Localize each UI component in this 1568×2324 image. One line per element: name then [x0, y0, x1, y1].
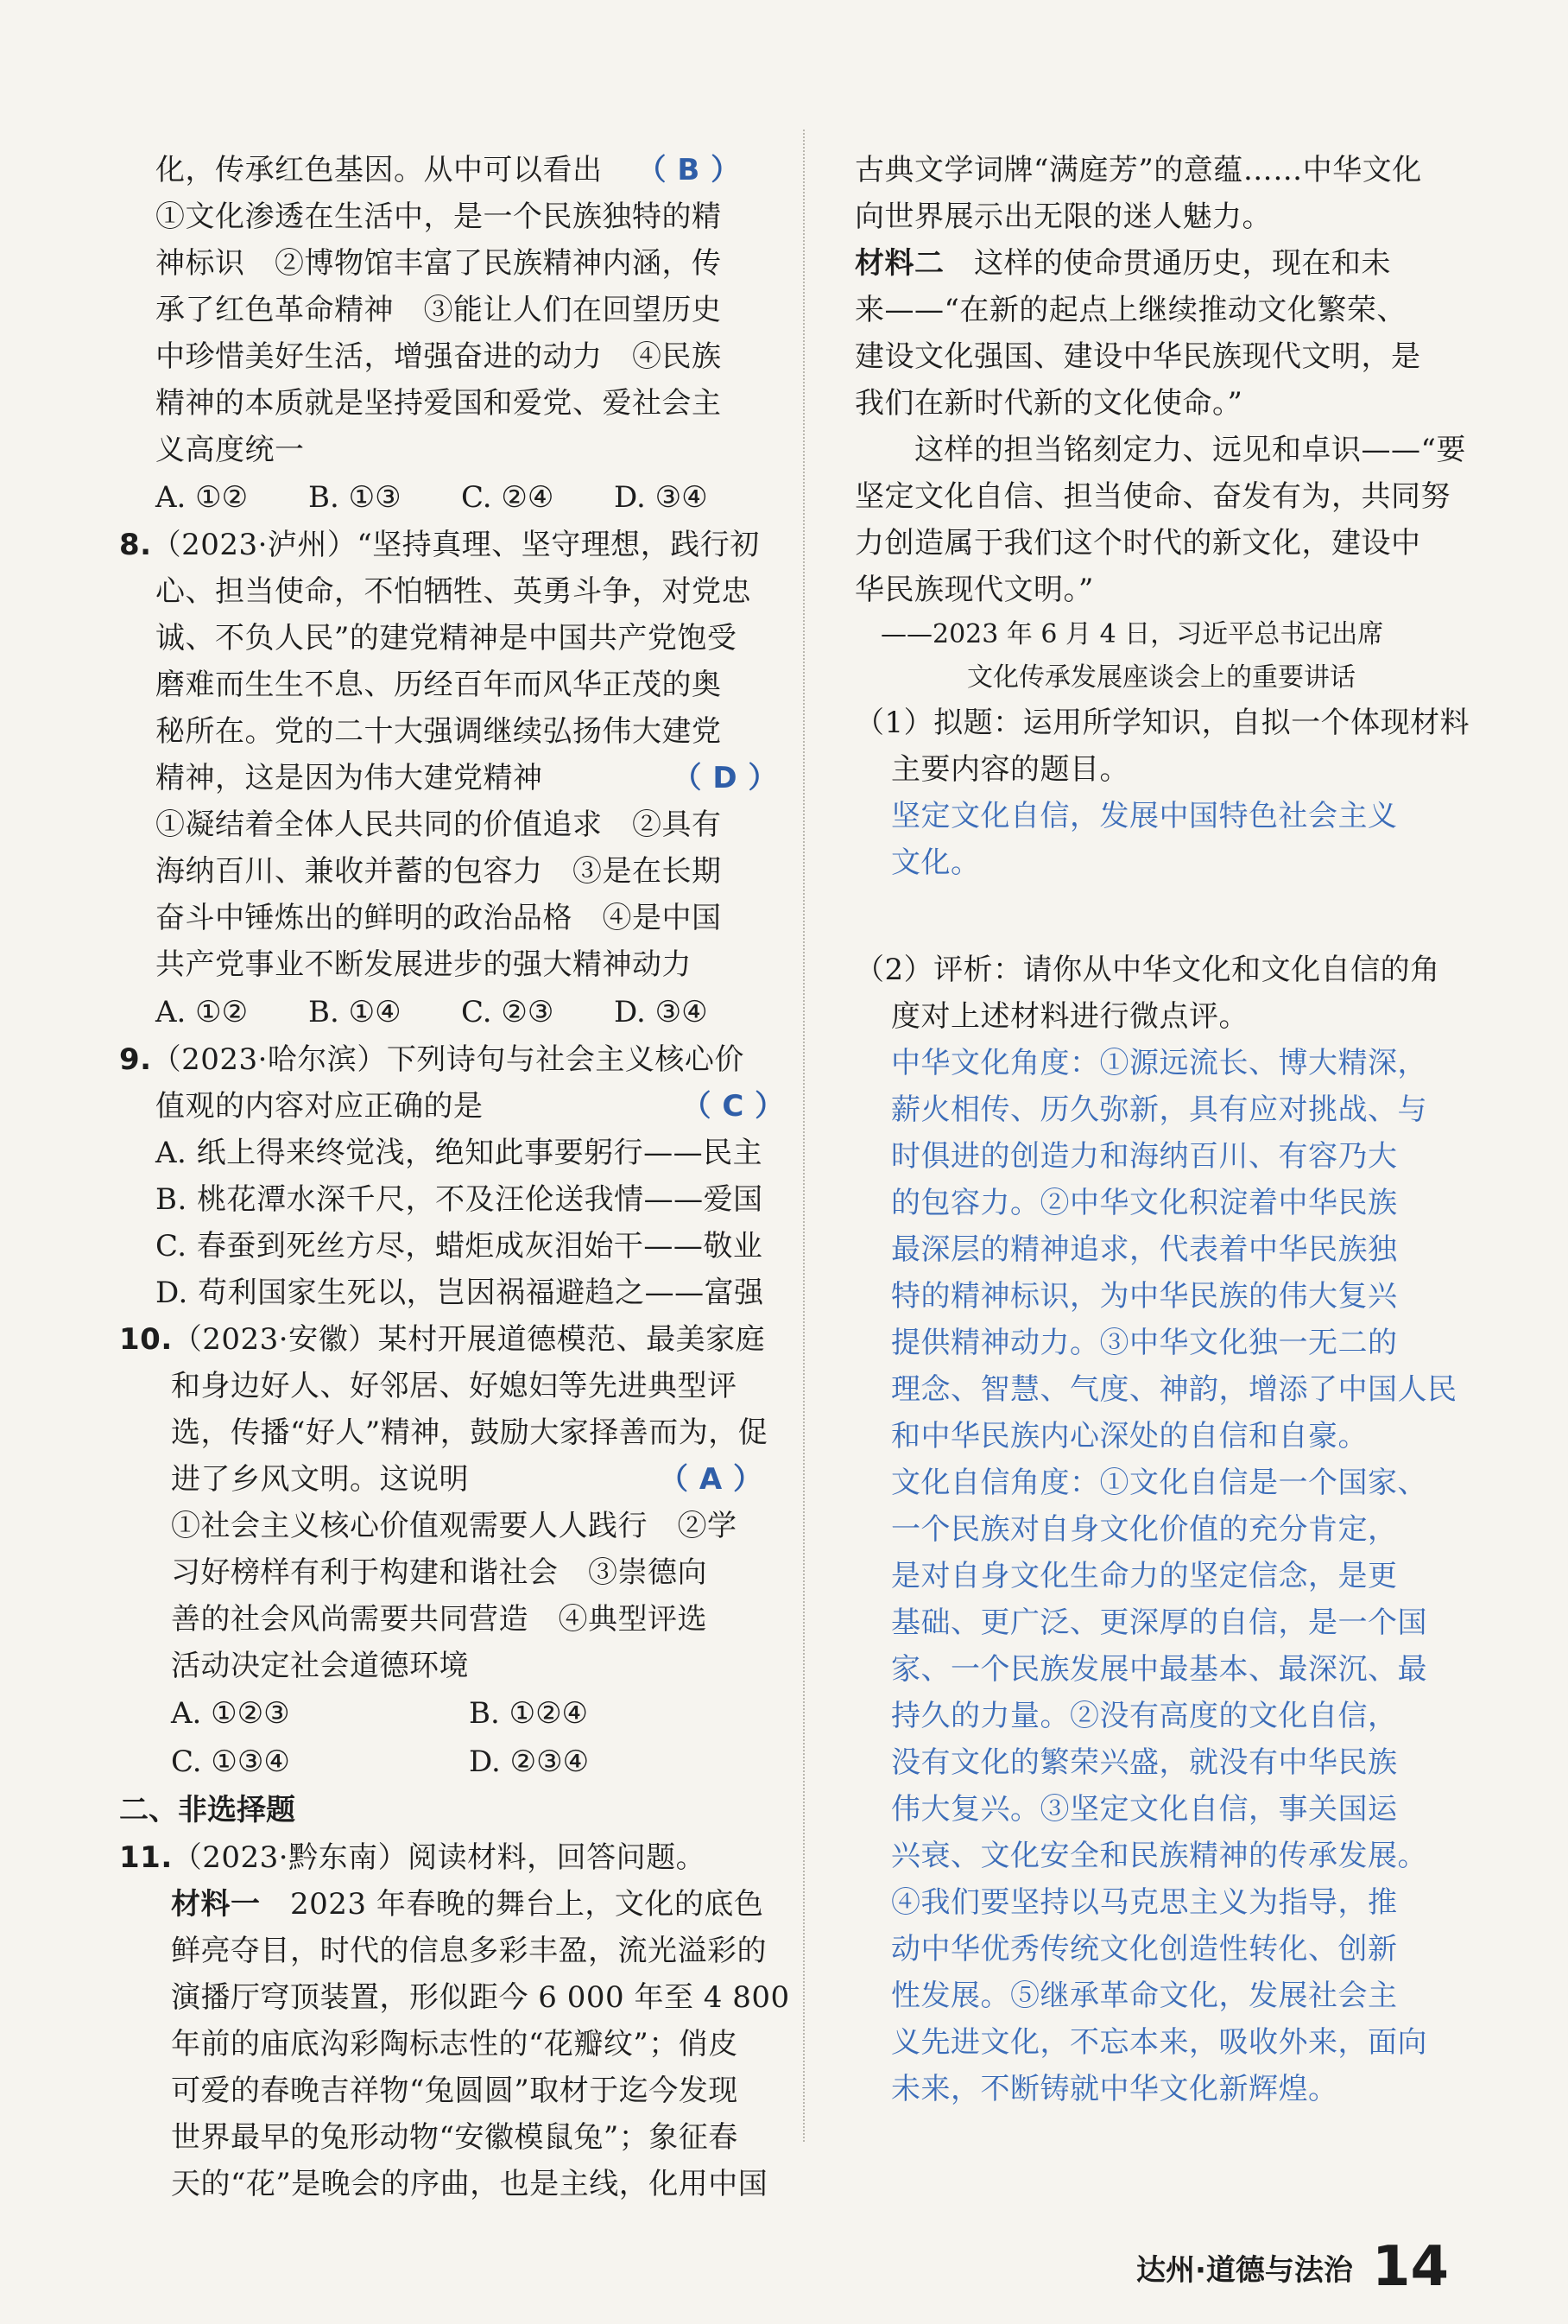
material-2-line: 力创造属于我们这个时代的新文化，建设中	[855, 526, 1421, 560]
q10-line: 和身边好人、好邻居、好媳妇等先进典型评	[171, 1369, 737, 1403]
subquestion-1: 主要内容的题目。	[891, 752, 1129, 787]
material-1-line: 可爱的春晚吉祥物“兔圆圆”取材于迄今发现	[171, 2074, 738, 2108]
q9-text: （2023·哈尔滨）下列诗句与社会主义核心价	[151, 1042, 744, 1077]
section-heading: 二、非选择题	[119, 1793, 295, 1827]
question-8	[119, 522, 778, 1036]
q10-line: 进了乡风文明。这说明 （ A ）	[171, 1462, 763, 1497]
book-title: 达州·道德与法治	[1136, 2252, 1353, 2288]
q10-text: （2023·安徽）某村开展道德模范、最美家庭	[172, 1322, 766, 1357]
material-2-line: 华民族现代文明。”	[855, 573, 1094, 607]
q9-line: 值观的内容对应正确的是 （ C ）	[155, 1089, 785, 1124]
option: C. ①③④	[171, 1745, 290, 1779]
q8-statement: 奋斗中锤炼出的鲜明的政治品格 ④是中国	[155, 901, 722, 935]
option: C. 春蚕到死丝方尽，蜡炬成灰泪始干——敬业	[155, 1229, 763, 1263]
answer-2-line: 家、一个民族发展中最基本、最深沉、最	[891, 1652, 1427, 1687]
material-2-line: 建设文化强国、建设中华民族现代文明，是	[855, 339, 1421, 374]
material-1-line: 年前的庙底沟彩陶标志性的“花瓣纹”；俏皮	[171, 2027, 738, 2061]
option: A. ①②	[155, 995, 249, 1029]
q10-statement: 活动决定社会道德环境	[171, 1649, 469, 1683]
q10-options	[119, 1738, 767, 1786]
source-citation: 文化传承发展座谈会上的重要讲话	[967, 662, 1356, 693]
option: D. ②③④	[469, 1745, 590, 1779]
material-2-line: 我们在新时代新的文化使命。”	[855, 386, 1243, 421]
material-1-line: 向世界展示出无限的迷人魅力。	[855, 199, 1272, 234]
option: B. ①②④	[469, 1696, 589, 1731]
column-divider	[803, 130, 805, 2142]
q7-line: 义高度统一	[155, 433, 305, 467]
material-label: 材料二	[855, 246, 945, 281]
answer-1-line: 文化。	[891, 845, 981, 880]
option: D. 苟利国家生死以，岂因祸福避趋之——富强	[155, 1276, 764, 1310]
q8-line: 秘所在。党的二十大强调继续弘扬伟大建党	[155, 714, 722, 749]
answer-2-line: 动中华优秀传统文化创造性转化、创新	[891, 1932, 1398, 1966]
answer-2-line: 文化自信角度：①文化自信是一个国家、	[891, 1466, 1427, 1500]
material-1-line: 演播厅穹顶装置，形似距今 6 000 年至 4 800	[171, 1980, 790, 2015]
q8-line: 心、担当使命，不怕牺牲、英勇斗争，对党忠	[155, 574, 751, 609]
q10-statement: ①社会主义核心价值观需要人人践行 ②学	[171, 1509, 737, 1543]
option: B. ①④	[308, 995, 401, 1029]
page-number: 14	[1371, 2235, 1449, 2299]
source-citation: ——2023 年 6 月 4 日，习近平总书记出席	[881, 619, 1384, 649]
material-2-line: 坚定文化自信、担当使命、奋发有为，共同努	[855, 479, 1451, 514]
q8-line: 精神，这是因为伟大建党精神 （ D ）	[155, 761, 778, 795]
q8-text: （2023·泸州）“坚持真理、坚守理想，践行初	[151, 528, 760, 562]
q8-line	[119, 522, 767, 568]
answer-2-line: 特的精神标识，为中华民族的伟大复兴	[891, 1279, 1398, 1314]
q10-line: 选，传播“好人”精神，鼓励大家择善而为，促	[171, 1415, 768, 1450]
answer-2-line: 提供精神动力。③中华文化独一无二的	[891, 1326, 1398, 1360]
q8-statement: 共产党事业不断发展进步的强大精神动力	[155, 947, 692, 982]
q9-line	[119, 1036, 767, 1083]
option: D. ③④	[614, 995, 708, 1029]
option: B. 桃花潭水深千尺，不及汪伦送我情——爱国	[155, 1182, 763, 1217]
option: B. ①③	[308, 480, 401, 515]
answer-2-line: 的包容力。②中华文化积淀着中华民族	[891, 1186, 1398, 1220]
right-column	[855, 147, 1470, 2112]
answer-2-line: 伟大复兴。③坚定文化自信，事关国运	[891, 1792, 1398, 1827]
answer-2-line: 基础、更广泛、更深厚的自信，是一个国	[891, 1605, 1427, 1640]
answer-2-line: 和中华民族内心深处的自信和自豪。	[891, 1419, 1368, 1453]
answer-2-line: 最深层的精神追求，代表着中华民族独	[891, 1232, 1398, 1267]
answer-2-line: 没有文化的繁荣兴盛，就没有中华民族	[891, 1745, 1398, 1780]
material-1-line: 天的“花”是晚会的序曲，也是主线，化用中国	[171, 2167, 768, 2201]
q7-line: 神标识 ②博物馆丰富了民族精神内涵，传	[155, 246, 722, 281]
q10-statement: 习好榜样有利于构建和谐社会 ③崇德向	[171, 1555, 707, 1590]
answer-1-line: 坚定文化自信，发展中国特色社会主义	[891, 799, 1398, 833]
question-number: 10.	[119, 1322, 173, 1357]
subquestion-2: （2）评析：请你从中华文化和文化自信的角	[855, 953, 1440, 987]
material-2-line: 这样的担当铭刻定力、远见和卓识——“要	[855, 433, 1466, 467]
question-number: 9.	[119, 1042, 152, 1077]
question-number: 8.	[119, 528, 152, 562]
answer-2-line: 持久的力量。②没有高度的文化自信，	[891, 1699, 1398, 1733]
answer-2-line: ④我们要坚持以马克思主义为指导，推	[891, 1885, 1398, 1920]
material-1-line: 鲜亮夺目，时代的信息多彩丰盈，流光溢彩的	[171, 1934, 767, 1968]
question-10	[119, 1316, 767, 1786]
q8-line: 磨难而生生不息、历经百年而风华正茂的奥	[155, 668, 722, 702]
q10-line	[119, 1316, 767, 1363]
answer-label: （ D ）	[672, 761, 778, 795]
left-column	[119, 147, 790, 2207]
q10-statement: 善的社会风尚需要共同营造 ④典型评选	[171, 1602, 707, 1637]
material-text: 2023 年春晚的舞台上，文化的底色	[260, 1887, 764, 1922]
answer-2-line: 未来，不断铸就中华文化新辉煌。	[891, 2072, 1338, 2106]
q7-line: 化，传承红色基因。从中可以看出 （ B ）	[155, 153, 741, 187]
q11-text: （2023·黔东南）阅读材料，回答问题。	[172, 1840, 706, 1875]
material-1-line	[119, 1881, 767, 1928]
answer-2	[855, 1040, 1459, 2112]
answer-label: （ C ）	[681, 1089, 785, 1124]
answer-2-line: 薪火相传、历久弥新，具有应对挑战、与	[891, 1092, 1427, 1127]
page-footer	[1136, 2235, 1449, 2299]
q11-line	[119, 1834, 767, 1881]
q7-options	[119, 473, 767, 522]
subquestion-2: 度对上述材料进行微点评。	[891, 999, 1249, 1034]
answer-2-line: 一个民族对自身文化价值的充分肯定，	[891, 1512, 1398, 1547]
q10-options	[119, 1689, 767, 1738]
answer-2-line: 是对自身文化生命力的坚定信念，是更	[891, 1559, 1398, 1593]
q7-line: 精神的本质就是坚持爱国和爱党、爱社会主	[155, 386, 722, 421]
answer-label: （ A ）	[659, 1462, 763, 1497]
option: A. ①②	[155, 480, 249, 515]
material-1-line: 世界最早的兔形动物“安徽模鼠兔”；象征春	[171, 2120, 738, 2155]
material-1-line: 古典文学词牌“满庭芳”的意蕴……中华文化	[855, 153, 1422, 187]
answer-2-line: 中华文化角度：①源远流长、博大精深，	[891, 1046, 1427, 1080]
answer-2-line: 理念、智慧、气度、神韵，增添了中国人民	[891, 1372, 1457, 1407]
answer-2-line: 性发展。⑤继承革命文化，发展社会主	[891, 1979, 1398, 2013]
q8-options	[119, 988, 767, 1036]
question-number: 11.	[119, 1840, 173, 1875]
question-7-tail	[119, 147, 767, 522]
material-label: 材料一	[171, 1887, 261, 1922]
material-2-line: 来——“在新的起点上继续推动文化繁荣、	[855, 293, 1407, 327]
subquestion-1: （1）拟题：运用所学知识，自拟一个体现材料	[855, 706, 1470, 740]
option: C. ②③	[461, 995, 554, 1029]
answer-2-line: 时俱进的创造力和海纳百川、有容乃大	[891, 1139, 1398, 1174]
question-9	[119, 1036, 785, 1316]
q8-statement: ①凝结着全体人民共同的价值追求 ②具有	[155, 807, 722, 842]
answer-2-line: 义先进文化，不忘本来，吸收外来，面向	[891, 2025, 1427, 2060]
option: C. ②④	[461, 480, 554, 515]
material-2-line	[855, 240, 1459, 287]
answer-label: （ B ）	[636, 153, 741, 187]
q7-line: 承了红色革命精神 ③能让人们在回望历史	[155, 293, 722, 327]
question-11	[119, 1834, 790, 2207]
option: A. 纸上得来终觉浅，绝知此事要躬行——民主	[155, 1136, 763, 1170]
q8-statement: 海纳百川、兼收并蓄的包容力 ③是在长期	[155, 854, 722, 889]
option: A. ①②③	[171, 1696, 290, 1731]
option: D. ③④	[614, 480, 708, 515]
answer-2-line: 兴衰、文化安全和民族精神的传承发展。	[891, 1839, 1427, 1873]
q8-line: 诚、不负人民”的建党精神是中国共产党饱受	[155, 621, 737, 655]
q7-line: 中珍惜美好生活，增强奋进的动力 ④民族	[155, 339, 722, 374]
q7-line: ①文化渗透在生活中，是一个民族独特的精	[155, 199, 722, 234]
material-text: 这样的使命贯通历史，现在和未	[944, 246, 1391, 281]
